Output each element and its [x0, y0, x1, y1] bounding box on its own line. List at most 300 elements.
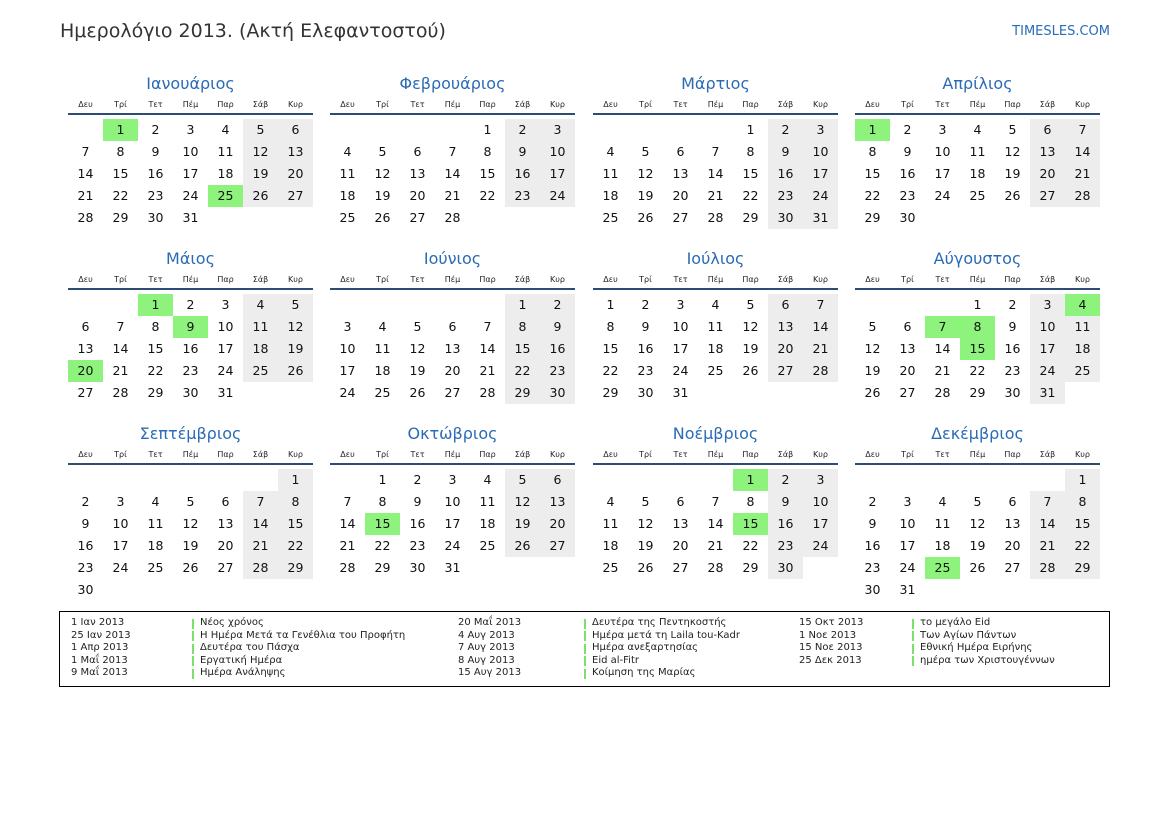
day-cell: 17 [540, 163, 575, 185]
weekday-header: Τρί [639, 450, 652, 459]
day-cell: 27 [278, 185, 313, 207]
day-cell: 23 [77, 560, 94, 575]
day-cell: 13 [217, 516, 234, 531]
weekday-header: Δευ [865, 100, 880, 109]
day-cell: 28 [707, 210, 724, 225]
weekday-header: Τρί [639, 275, 652, 284]
day-cell: 17 [444, 516, 461, 531]
day-cell: 24 [672, 363, 689, 378]
header-rule [855, 113, 1100, 115]
day-cell: 19 [278, 338, 313, 360]
day-cell: 8 [151, 319, 160, 334]
day-cell: 12 [182, 516, 199, 531]
day-cell: 30 [409, 560, 426, 575]
day-cell: 26 [243, 185, 278, 207]
day-cell: 6 [1030, 119, 1065, 141]
day-cell: 27 [672, 560, 689, 575]
day-cell: 18 [602, 188, 619, 203]
day-cell: 13 [540, 491, 575, 513]
weekday-header: Πέμ [182, 100, 199, 109]
legend-marker [192, 669, 194, 679]
weekday-header: Κυρ [288, 100, 303, 109]
day-cell: 22 [602, 363, 619, 378]
month-name: Φεβρουάριος [399, 74, 506, 93]
day-cell: 24 [339, 385, 356, 400]
day-cell: 23 [1004, 363, 1021, 378]
day-cell: 30 [768, 207, 803, 229]
day-cell: 1 [278, 469, 313, 491]
header-rule [330, 288, 575, 290]
day-cell: 8 [746, 494, 755, 509]
weekday-header: Παρ [742, 450, 759, 459]
day-cell: 13 [278, 141, 313, 163]
day-cell: 29 [969, 385, 986, 400]
legend-marker [912, 644, 914, 654]
day-cell: 22 [147, 363, 164, 378]
day-cell: 15 [602, 341, 619, 356]
weekday-header: Τετ [410, 100, 425, 109]
holiday-cell: 4 [1065, 294, 1100, 316]
weekday-header: Σάβ [777, 275, 794, 284]
legend-marker [584, 631, 586, 641]
day-cell: 2 [186, 297, 195, 312]
day-cell: 5 [641, 494, 650, 509]
day-cell: 18 [339, 188, 356, 203]
day-cell: 16 [77, 538, 94, 553]
day-cell: 14 [934, 341, 951, 356]
month-name: Ιούνιος [423, 249, 482, 268]
weekday-header: Δευ [603, 275, 618, 284]
day-cell: 31 [444, 560, 461, 575]
day-cell: 17 [112, 538, 129, 553]
day-cell: 20 [444, 363, 461, 378]
legend-date: 4 Αυγ 2013 [458, 629, 515, 641]
day-cell: 20 [768, 338, 803, 360]
holiday-cell: 25 [925, 557, 960, 579]
day-cell: 24 [899, 560, 916, 575]
day-cell: 12 [243, 141, 278, 163]
holiday-legend [59, 611, 1110, 687]
weekday-header: Τετ [148, 275, 163, 284]
day-cell: 31 [182, 210, 199, 225]
day-cell: 29 [602, 385, 619, 400]
day-cell: 18 [969, 166, 986, 181]
day-cell: 27 [672, 210, 689, 225]
weekday-header: Τετ [410, 450, 425, 459]
day-cell: 5 [746, 297, 755, 312]
day-cell: 6 [676, 494, 685, 509]
day-cell: 9 [1008, 319, 1017, 334]
weekday-header: Τετ [935, 450, 950, 459]
weekday-header: Παρ [742, 275, 759, 284]
day-cell: 20 [217, 538, 234, 553]
day-cell: 2 [151, 122, 160, 137]
weekday-header: Τετ [673, 450, 688, 459]
day-cell: 11 [339, 166, 356, 181]
day-cell: 8 [116, 144, 125, 159]
header-rule [68, 463, 313, 465]
day-cell: 20 [672, 538, 689, 553]
day-cell: 19 [409, 363, 426, 378]
legend-holiday-name: το μεγάλο Eid [920, 617, 991, 628]
day-cell: 2 [81, 494, 90, 509]
day-cell: 4 [151, 494, 160, 509]
day-cell: 28 [707, 560, 724, 575]
weekday-header: Τετ [935, 100, 950, 109]
day-cell: 5 [378, 144, 387, 159]
day-cell: 4 [606, 494, 615, 509]
weekday-header: Παρ [217, 100, 234, 109]
header-rule [68, 113, 313, 115]
day-cell: 30 [147, 210, 164, 225]
weekday-header: Σάβ [514, 450, 531, 459]
day-cell: 4 [378, 319, 387, 334]
header-rule [68, 288, 313, 290]
day-cell: 19 [742, 341, 759, 356]
day-cell: 23 [409, 538, 426, 553]
weekday-header: Πέμ [444, 450, 461, 459]
weekday-header: Τρί [901, 450, 914, 459]
day-cell: 10 [934, 144, 951, 159]
day-cell: 15 [864, 166, 881, 181]
day-cell: 10 [899, 516, 916, 531]
day-cell: 22 [969, 363, 986, 378]
day-cell: 22 [742, 188, 759, 203]
weekday-header: Τρί [114, 275, 127, 284]
day-cell: 21 [444, 188, 461, 203]
weekday-header: Τετ [148, 450, 163, 459]
weekday-header: Παρ [1004, 450, 1021, 459]
day-cell: 26 [505, 535, 540, 557]
weekday-header: Πέμ [182, 450, 199, 459]
day-cell: 22 [374, 538, 391, 553]
day-cell: 26 [182, 560, 199, 575]
weekday-header: Κυρ [550, 275, 565, 284]
day-cell: 3 [938, 122, 947, 137]
weekday-header: Τρί [114, 450, 127, 459]
day-cell: 18 [602, 538, 619, 553]
day-cell: 4 [973, 122, 982, 137]
weekday-header: Τετ [148, 100, 163, 109]
day-cell: 15 [479, 166, 496, 181]
day-cell: 11 [602, 166, 619, 181]
day-cell: 24 [540, 185, 575, 207]
day-cell: 25 [602, 560, 619, 575]
day-cell: 16 [182, 341, 199, 356]
day-cell: 29 [374, 560, 391, 575]
day-cell: 6 [221, 494, 230, 509]
day-cell: 10 [803, 491, 838, 513]
day-cell: 9 [768, 141, 803, 163]
day-cell: 17 [217, 341, 234, 356]
day-cell: 25 [479, 538, 496, 553]
day-cell: 21 [707, 538, 724, 553]
day-cell: 3 [803, 469, 838, 491]
day-cell: 15 [278, 513, 313, 535]
day-cell: 31 [1030, 382, 1065, 404]
day-cell: 15 [742, 166, 759, 181]
weekday-header: Κυρ [288, 450, 303, 459]
day-cell: 14 [803, 316, 838, 338]
holiday-cell: 15 [733, 513, 768, 535]
day-cell: 9 [413, 494, 422, 509]
legend-holiday-name: Νέος χρόνος [200, 617, 264, 628]
legend-holiday-name: Εργατική Ημέρα [200, 654, 283, 666]
day-cell: 29 [742, 560, 759, 575]
day-cell: 18 [147, 538, 164, 553]
weekday-header: Τρί [114, 100, 127, 109]
header-rule [855, 463, 1100, 465]
day-cell: 30 [182, 385, 199, 400]
day-cell: 22 [278, 535, 313, 557]
day-cell: 22 [112, 188, 129, 203]
legend-marker [192, 644, 194, 654]
day-cell: 26 [742, 363, 759, 378]
day-cell: 27 [444, 385, 461, 400]
legend-holiday-name: Δευτέρα του Πάσχα [200, 642, 300, 653]
day-cell: 18 [479, 516, 496, 531]
legend-holiday-name: Των Αγίων Πάντων [920, 629, 1017, 641]
day-cell: 1 [973, 297, 982, 312]
day-cell: 25 [374, 385, 391, 400]
month-name: Ιούλιος [686, 249, 745, 268]
weekday-header: Πέμ [707, 275, 724, 284]
day-cell: 12 [637, 516, 654, 531]
day-cell: 29 [147, 385, 164, 400]
day-cell: 3 [448, 472, 457, 487]
holiday-cell: 1 [733, 469, 768, 491]
weekday-header: Σάβ [777, 450, 794, 459]
day-cell: 7 [803, 294, 838, 316]
weekday-header: Δευ [78, 275, 93, 284]
day-cell: 24 [934, 188, 951, 203]
day-cell: 28 [444, 210, 461, 225]
day-cell: 19 [505, 513, 540, 535]
day-cell: 18 [217, 166, 234, 181]
day-cell: 23 [637, 363, 654, 378]
day-cell: 14 [112, 341, 129, 356]
day-cell: 9 [903, 144, 912, 159]
day-cell: 7 [711, 144, 720, 159]
weekday-header: Δευ [340, 450, 355, 459]
weekday-header: Κυρ [813, 275, 828, 284]
legend-date: 8 Αυγ 2013 [458, 654, 515, 666]
legend-holiday-name: Η Ημέρα Μετά τα Γενέθλια του Προφήτη [200, 629, 406, 641]
day-cell: 30 [77, 582, 94, 597]
weekday-header: Κυρ [550, 450, 565, 459]
day-cell: 17 [803, 163, 838, 185]
day-cell: 30 [540, 382, 575, 404]
day-cell: 29 [742, 210, 759, 225]
weekday-header: Δευ [865, 275, 880, 284]
day-cell: 26 [1004, 188, 1021, 203]
day-cell: 7 [1030, 491, 1065, 513]
weekday-header: Κυρ [1075, 275, 1090, 284]
day-cell: 12 [969, 516, 986, 531]
weekday-header: Τρί [901, 275, 914, 284]
day-cell: 9 [151, 144, 160, 159]
day-cell: 12 [864, 341, 881, 356]
day-cell: 14 [1030, 513, 1065, 535]
day-cell: 10 [803, 141, 838, 163]
day-cell: 4 [483, 472, 492, 487]
day-cell: 4 [343, 144, 352, 159]
weekday-header: Παρ [479, 100, 496, 109]
day-cell: 21 [1065, 163, 1100, 185]
day-cell: 14 [707, 166, 724, 181]
holiday-cell: 15 [960, 338, 995, 360]
day-cell: 13 [1030, 141, 1065, 163]
day-cell: 7 [243, 491, 278, 513]
day-cell: 11 [217, 144, 234, 159]
day-cell: 9 [641, 319, 650, 334]
day-cell: 11 [147, 516, 164, 531]
day-cell: 16 [409, 516, 426, 531]
day-cell: 10 [182, 144, 199, 159]
day-cell: 24 [1030, 360, 1065, 382]
day-cell: 6 [768, 294, 803, 316]
weekday-header: Παρ [1004, 100, 1021, 109]
weekday-header: Κυρ [813, 450, 828, 459]
day-cell: 6 [676, 144, 685, 159]
day-cell: 21 [112, 363, 129, 378]
day-cell: 13 [899, 341, 916, 356]
day-cell: 29 [864, 210, 881, 225]
weekday-header: Πέμ [969, 100, 986, 109]
day-cell: 25 [602, 210, 619, 225]
day-cell: 7 [483, 319, 492, 334]
weekday-header: Κυρ [550, 100, 565, 109]
weekday-header: Τετ [935, 275, 950, 284]
day-cell: 10 [672, 319, 689, 334]
day-cell: 27 [768, 360, 803, 382]
legend-date: 20 Μαΐ 2013 [458, 617, 522, 628]
day-cell: 28 [479, 385, 496, 400]
day-cell: 14 [1065, 141, 1100, 163]
legend-holiday-name: Ημέρα μετά τη Laila tou-Kadr [592, 629, 741, 641]
day-cell: 7 [343, 494, 352, 509]
weekday-header: Δευ [865, 450, 880, 459]
day-cell: 10 [112, 516, 129, 531]
day-cell: 27 [540, 535, 575, 557]
day-cell: 7 [1065, 119, 1100, 141]
day-cell: 26 [374, 210, 391, 225]
legend-marker [192, 656, 194, 666]
day-cell: 11 [243, 316, 278, 338]
legend-date: 9 Μαΐ 2013 [71, 667, 128, 678]
day-cell: 26 [969, 560, 986, 575]
weekday-header: Δευ [78, 100, 93, 109]
day-cell: 3 [221, 297, 230, 312]
legend-holiday-name: Εθνική Ημέρα Ειρήνης [920, 642, 1033, 653]
day-cell: 2 [505, 119, 540, 141]
day-cell: 21 [479, 363, 496, 378]
day-cell: 19 [864, 363, 881, 378]
legend-date: 15 Οκτ 2013 [799, 617, 864, 628]
day-cell: 19 [374, 188, 391, 203]
legend-marker [912, 631, 914, 641]
month-name: Ιανουάριος [146, 74, 235, 93]
weekday-header: Δευ [340, 275, 355, 284]
day-cell: 26 [409, 385, 426, 400]
day-cell: 26 [637, 210, 654, 225]
day-cell: 26 [637, 560, 654, 575]
day-cell: 13 [768, 316, 803, 338]
day-cell: 14 [479, 341, 496, 356]
day-cell: 6 [540, 469, 575, 491]
day-cell: 5 [973, 494, 982, 509]
day-cell: 22 [505, 360, 540, 382]
day-cell: 13 [77, 341, 94, 356]
legend-marker [912, 619, 914, 629]
weekday-header: Δευ [603, 450, 618, 459]
day-cell: 11 [934, 516, 951, 531]
day-cell: 6 [81, 319, 90, 334]
day-cell: 16 [1004, 341, 1021, 356]
day-cell: 8 [868, 144, 877, 159]
day-cell: 3 [343, 319, 352, 334]
day-cell: 26 [864, 385, 881, 400]
day-cell: 3 [676, 297, 685, 312]
day-cell: 12 [409, 341, 426, 356]
weekday-header: Δευ [603, 100, 618, 109]
day-cell: 17 [672, 341, 689, 356]
holiday-cell: 25 [208, 185, 243, 207]
day-cell: 1 [378, 472, 387, 487]
day-cell: 8 [746, 144, 755, 159]
month-name: Απρίλιος [942, 74, 1013, 93]
day-cell: 21 [77, 188, 94, 203]
day-cell: 20 [540, 513, 575, 535]
day-cell: 5 [413, 319, 422, 334]
day-cell: 8 [483, 144, 492, 159]
holiday-cell: 8 [960, 316, 995, 338]
day-cell: 25 [969, 188, 986, 203]
legend-date: 15 Αυγ 2013 [458, 667, 522, 678]
day-cell: 4 [938, 494, 947, 509]
weekday-header: Τετ [673, 275, 688, 284]
day-cell: 30 [1004, 385, 1021, 400]
day-cell: 11 [969, 144, 986, 159]
weekday-header: Τρί [639, 100, 652, 109]
day-cell: 1 [505, 294, 540, 316]
day-cell: 13 [444, 341, 461, 356]
weekday-header: Σάβ [514, 275, 531, 284]
day-cell: 25 [707, 363, 724, 378]
day-cell: 25 [147, 560, 164, 575]
day-cell: 5 [186, 494, 195, 509]
header-rule [855, 288, 1100, 290]
weekday-header: Τρί [901, 100, 914, 109]
day-cell: 27 [217, 560, 234, 575]
day-cell: 19 [637, 538, 654, 553]
day-cell: 7 [81, 144, 90, 159]
day-cell: 7 [116, 319, 125, 334]
legend-marker [584, 656, 586, 666]
day-cell: 24 [182, 188, 199, 203]
day-cell: 17 [1030, 338, 1065, 360]
day-cell: 2 [903, 122, 912, 137]
site-link[interactable]: TIMESLES.COM [1012, 24, 1110, 39]
day-cell: 20 [1004, 538, 1021, 553]
day-cell: 16 [540, 338, 575, 360]
day-cell: 30 [768, 557, 803, 579]
day-cell: 27 [1004, 560, 1021, 575]
day-cell: 17 [803, 513, 838, 535]
day-cell: 19 [243, 163, 278, 185]
legend-holiday-name: Ημέρα Ανάληψης [200, 667, 286, 678]
day-cell: 2 [540, 294, 575, 316]
